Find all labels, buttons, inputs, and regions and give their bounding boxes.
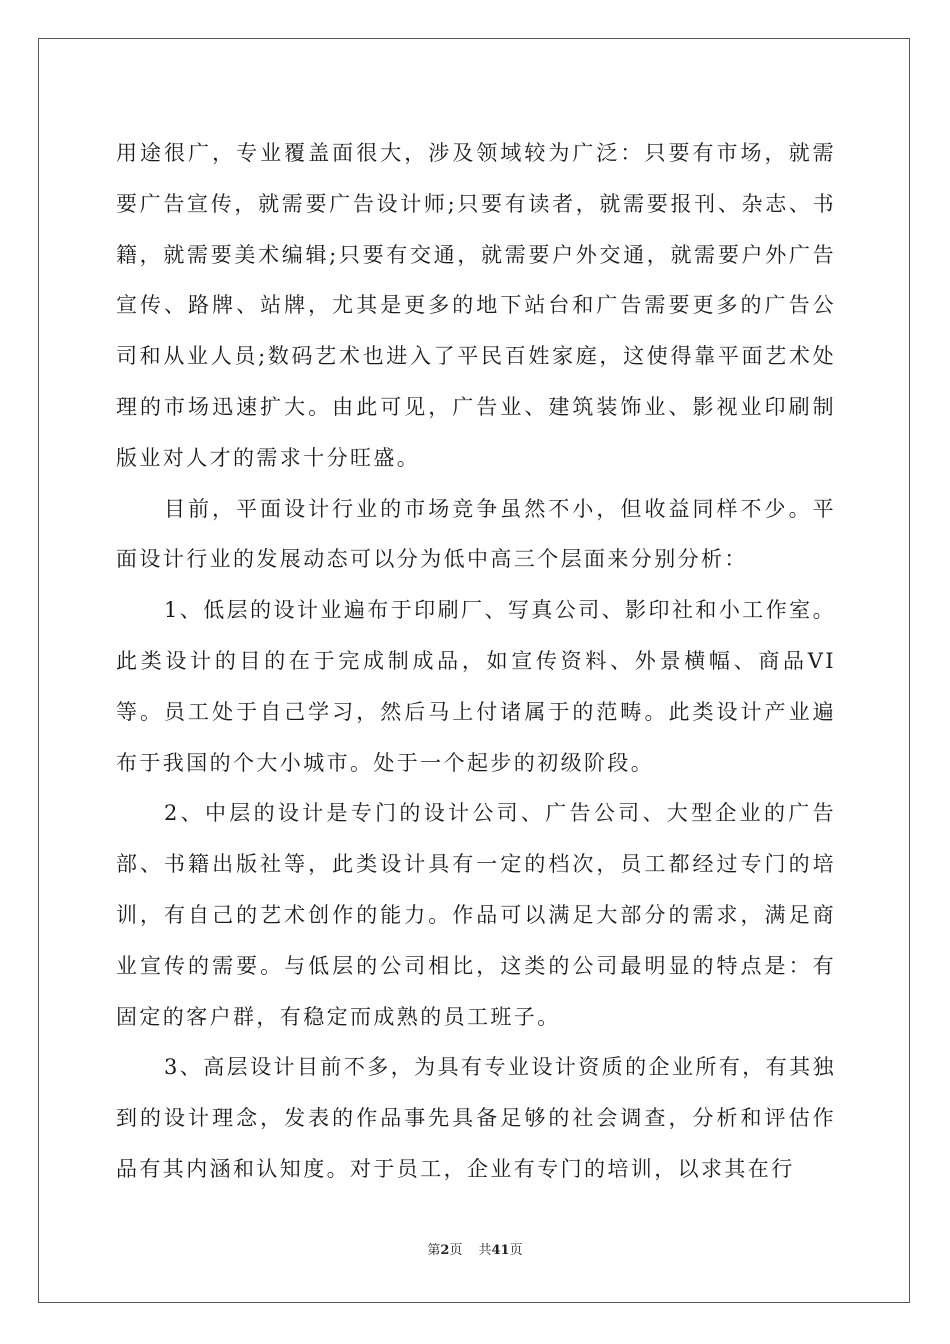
paragraph-5: 3、高层设计目前不多，为具有专业设计资质的企业所有，有其独到的设计理念，发表的作品事先具备足够的社会调查，分析和评估作品有其内涵和认知度。对于员工，企业有专门的培训，以求其在行	[116, 1055, 836, 1181]
page-prefix: 第	[427, 1243, 441, 1258]
paragraph-1: 用途很广，专业覆盖面很大，涉及领域较为广泛：只要有市场，就需要广告宣传，就需要广告设计师;只要有读者，就需要报刊、杂志、书籍，就需要美术编辑;只要有交通，就需要户外交通，就需要户外广告宣传、路牌、站牌，尤其是更多的地下站台和广告需要更多的广告公司和从业人员;数码艺术也进入了平民百姓家庭，这使得靠平面艺术处理的市场迅速扩大。由此可见，广告业、建筑装饰业、影视业印刷制版业对人才的需求十分旺盛。	[116, 141, 836, 470]
paragraph-2: 目前，平面设计行业的市场竞争虽然不小，但收益同样不少。平面设计行业的发展动态可以分为低中高三个层面来分别分析：	[116, 496, 836, 572]
paragraph-4: 2、中层的设计是专门的设计公司、广告公司、大型企业的广告部、书籍出版社等，此类设计具有一定的档次，员工都经过专门的培训，有自己的艺术创作的能力。作品可以满足大部分的需求，满足商业宣传的需要。与低层的公司相比，这类的公司最明显的特点是：有固定的客户群，有稳定而成熟的员工班子。	[116, 801, 836, 1029]
total-prefix: 共	[478, 1243, 492, 1258]
page-number: 2	[440, 1243, 450, 1258]
page-suffix: 页	[449, 1243, 463, 1258]
paragraph-3: 1、低层的设计业遍布于印刷厂、写真公司、影印社和小工作室。此类设计的目的在于完成制成品，如宣传资料、外景横幅、商品VI等。员工处于自己学习，然后马上付诸属于的范畴。此类设计产业遍布于我国的个大小城市。处于一个起步的初级阶段。	[116, 598, 836, 775]
total-suffix: 页	[509, 1243, 523, 1258]
page-footer	[0, 1239, 950, 1258]
total-pages: 41	[491, 1243, 510, 1258]
document-body	[116, 128, 836, 1195]
